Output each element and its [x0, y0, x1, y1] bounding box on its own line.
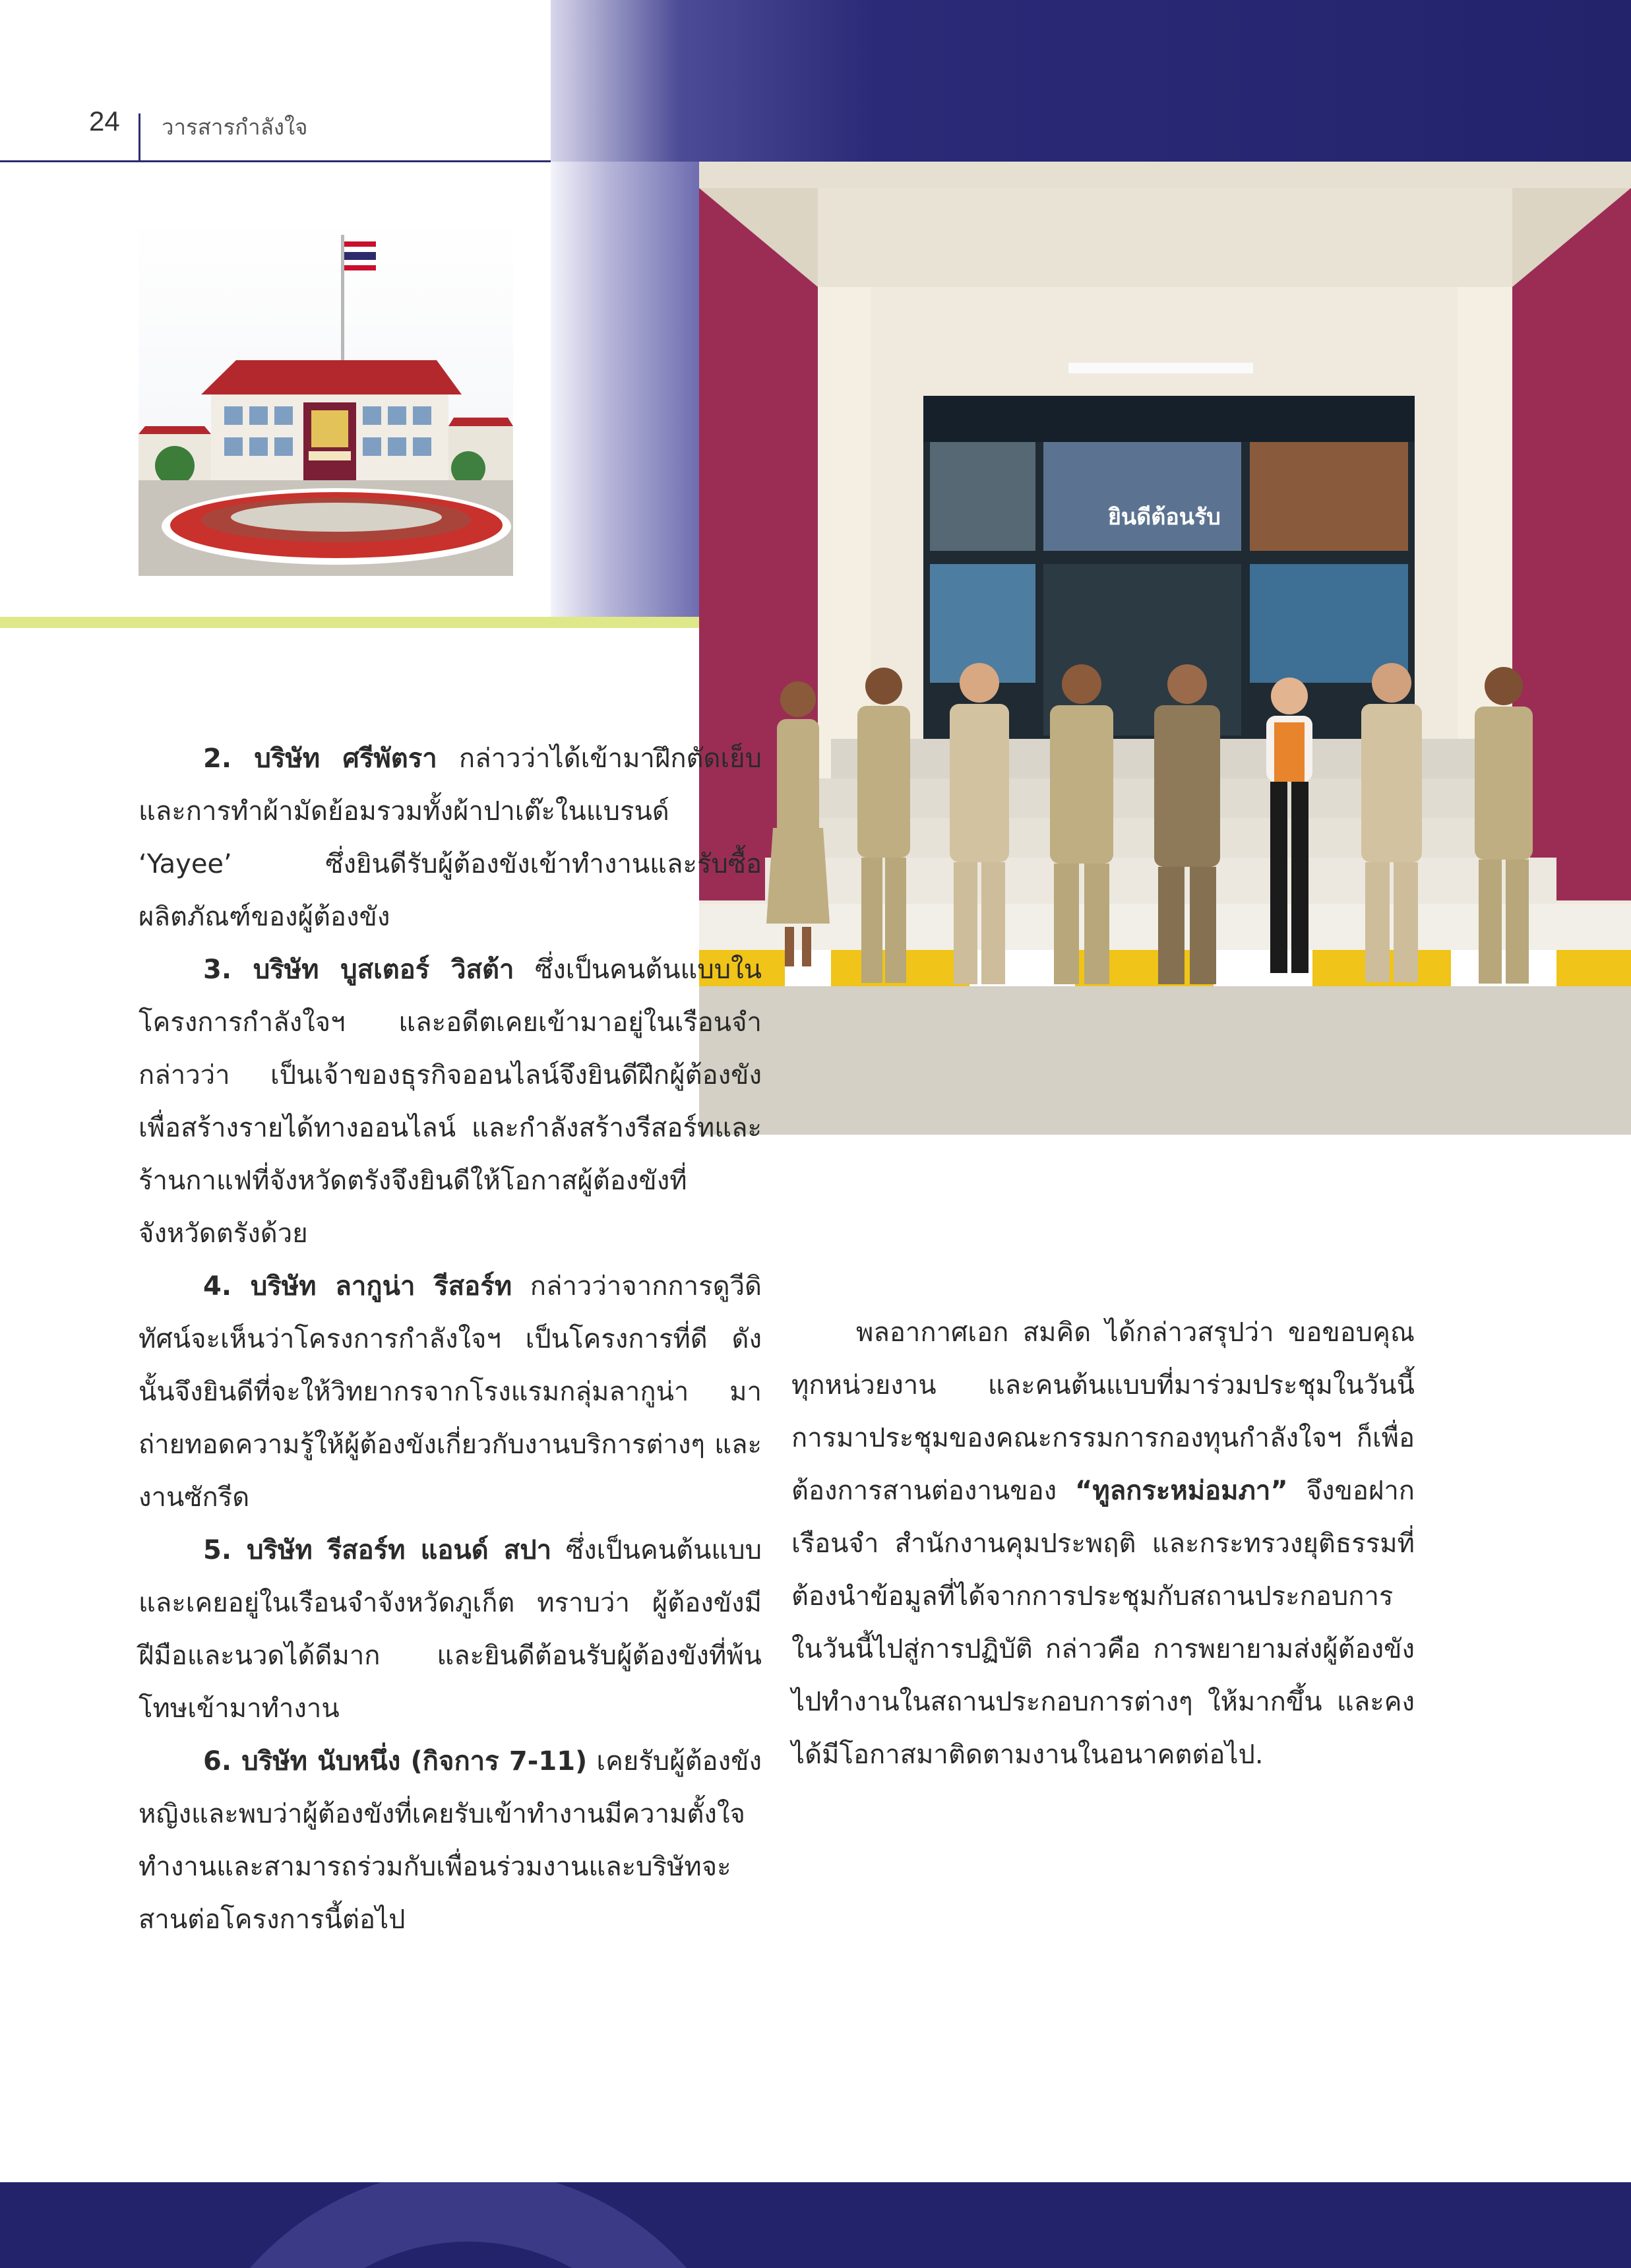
list-item — [138, 943, 762, 1260]
item-heading: 2. บริษัท ศรีพัตรา — [203, 743, 437, 774]
header-rule — [0, 160, 551, 162]
summary-text-after: จึงขอฝากเรือนจำ สำนักงานคุมประพฤติ และกระทรวงยุติธรรมที่ต้องนำข้อมูลที่ได้จากการประชุมกับสถานประกอบการในวันนี้ไปสู่การปฏิบัติ กล่าวคือ การพยายามส่งผู้ต้องขังไปทำงานในสถานประกอบการต่างๆ ให้มากขึ้น และคงได้มีโอกาสมาติดตามงานในอนาคตต่อไป. — [791, 1476, 1415, 1770]
item-heading: 5. บริษัท รีสอร์ท แอนด์ สปา — [203, 1535, 552, 1565]
item-body: กล่าวว่าได้เข้ามาฝึกตัดเย็บ และการทำผ้ามัดย้อมรวมทั้งผ้าปาเต๊ะในแบรนด์ ‘Yayee’ ซึ่งยินดีรับผู้ต้องขังเข้าทำงานและรับซื้อผลิตภัณฑ์ของผู้ต้องขัง — [138, 743, 762, 932]
side-gradient-panel — [551, 162, 699, 617]
left-text-column — [138, 732, 762, 1946]
header-navy-band — [551, 0, 1631, 162]
right-text-column — [791, 1306, 1415, 1781]
summary-bold: “ทูลกระหม่อมภา” — [1075, 1476, 1288, 1506]
item-heading: 6. บริษัท นับหนึ่ง (กิจการ 7-11) — [203, 1746, 588, 1777]
item-body: ซึ่งเป็นคนต้นแบบในโครงการกำลังใจฯ และอดีตเคยเข้ามาอยู่ในเรือนจำ กล่าวว่า เป็นเจ้าของธุรกิจออนไลน์จึงยินดีฝึกผู้ต้องขังเพื่อสร้างรายได้ทางออนไลน์ และกำลังสร้างรีสอร์ทและร้านกาแฟที่จังหวัดตรังจึงยินดีให้โอกาสผู้ต้องขังที่จังหวัดตรังด้วย — [138, 955, 762, 1249]
group-photo — [699, 162, 1631, 1135]
item-body: เคยรับผู้ต้องขังหญิงและพบว่าผู้ต้องขังที่เคยรับเข้าทำงานมีความตั้งใจทำงานและสามารถร่วมกับเพื่อนร่วมงานและบริษัทจะสานต่อโครงการนี้ต่อไป — [138, 1746, 762, 1935]
item-body: ซึ่งเป็นคนต้นแบบและเคยอยู่ในเรือนจำจังหวัดภูเก็ต ทราบว่า ผู้ต้องขังมีฝีมือและนวดได้ดีมาก และยินดีต้อนรับผู้ต้องขังที่พ้นโทษเข้ามาทำงาน — [138, 1535, 762, 1724]
page-number: 24 — [89, 106, 120, 137]
welcome-sign-text: ยินดีต้อนรับ — [1108, 504, 1221, 530]
footer-navy-band — [0, 2182, 1631, 2268]
accent-line — [0, 617, 699, 628]
magazine-title: วารสารกำลังใจ — [162, 114, 308, 140]
item-heading: 4. บริษัท ลากูน่า รีสอร์ท — [203, 1271, 512, 1302]
summary-text-before: พลอากาศเอก สมคิด ได้กล่าวสรุปว่า ขอขอบคุณทุกหน่วยงาน และคนต้นแบบที่มาร่วมประชุมในวันนี้ การมาประชุมของคณะกรรมการกองทุนกำลังใจฯ ก็เพื่อต้องการสานต่องานของ — [791, 1317, 1415, 1506]
header-divider — [138, 113, 140, 161]
building-photo — [138, 216, 513, 576]
summary-paragraph — [791, 1306, 1415, 1781]
list-item — [138, 1735, 762, 1946]
list-item — [138, 1260, 762, 1524]
item-body: กล่าวว่าจากการดูวีดิทัศน์จะเห็นว่าโครงการกำลังใจฯ เป็นโครงการที่ดี ดังนั้นจึงยินดีที่จะให้วิทยากรจากโรงแรมกลุ่มลากูน่า มาถ่ายทอดความรู้ให้ผู้ต้องขังเกี่ยวกับงานบริการต่างๆ และงานซักรีด — [138, 1271, 762, 1513]
list-item — [138, 1524, 762, 1735]
item-heading: 3. บริษัท บูสเตอร์ วิสต้า — [203, 955, 514, 985]
list-item — [138, 732, 762, 943]
